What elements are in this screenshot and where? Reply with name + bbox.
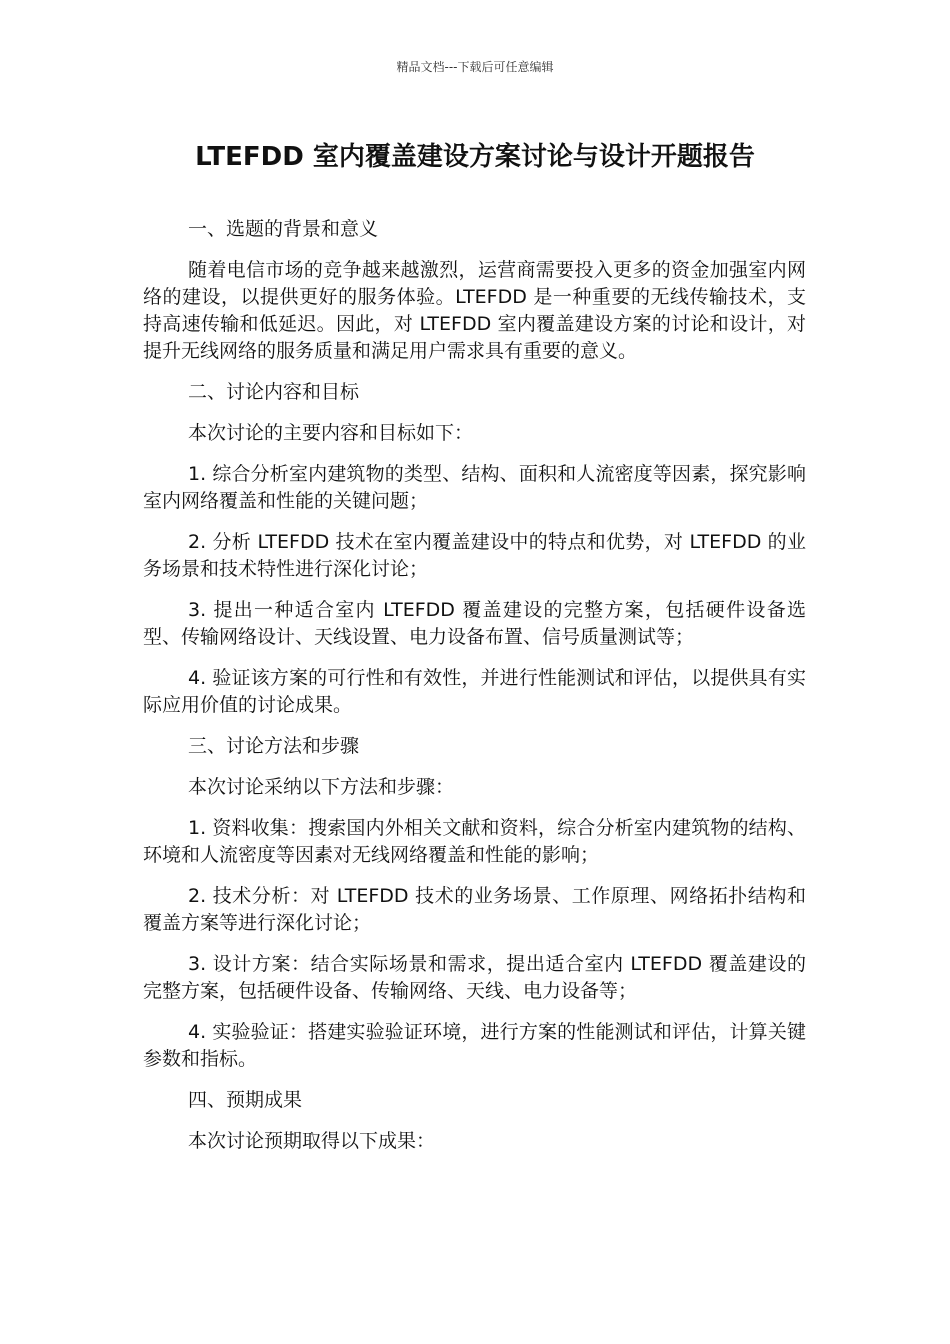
- paragraph-background: 随着电信市场的竞争越来越激烈，运营商需要投入更多的资金加强室内网络的建设，以提供更好的服务体验。LTEFDD 是一种重要的无线传输技术，支持高速传输和低延迟。因此，对 LTEFDD 室内覆盖建设方案的讨论和设计，对提升无线网络的服务质量和满足用户需求具有重要的意义。: [143, 259, 806, 362]
- section-heading-methods: 三、讨论方法和步骤: [188, 735, 360, 757]
- list-item-goal-2: 2. 分析 LTEFDD 技术在室内覆盖建设中的特点和优势，对 LTEFDD 的业务场景和技术特性进行深化讨论；: [143, 531, 806, 580]
- list-item-method-4: 4. 实验验证：搭建实验验证环境，进行方案的性能测试和评估，计算关键参数和指标。: [143, 1021, 806, 1070]
- paragraph-outcomes-intro: 本次讨论预期取得以下成果：: [188, 1130, 436, 1152]
- list-item-method-1: 1. 资料收集：搜索国内外相关文献和资料，综合分析室内建筑物的结构、环境和人流密度等因素对无线网络覆盖和性能的影响；: [143, 817, 806, 866]
- document-title: LTEFDD 室内覆盖建设方案讨论与设计开题报告: [195, 142, 755, 172]
- list-item-goal-4: 4. 验证该方案的可行性和有效性，并进行性能测试和评估，以提供具有实际应用价值的讨论成果。: [143, 667, 806, 716]
- list-item-method-3: 3. 设计方案：结合实际场景和需求，提出适合室内 LTEFDD 覆盖建设的完整方案，包括硬件设备、传输网络、天线、电力设备等；: [143, 953, 806, 1002]
- paragraph-methods-intro: 本次讨论采纳以下方法和步骤：: [188, 776, 455, 798]
- list-item-goal-3: 3. 提出一种适合室内 LTEFDD 覆盖建设的完整方案，包括硬件设备选型、传输网络设计、天线设置、电力设备布置、信号质量测试等；: [143, 599, 806, 648]
- list-item-method-2: 2. 技术分析：对 LTEFDD 技术的业务场景、工作原理、网络拓扑结构和覆盖方案等进行深化讨论；: [143, 885, 806, 934]
- paragraph-content-intro: 本次讨论的主要内容和目标如下：: [188, 422, 474, 444]
- page-header: 精品文档---下载后可任意编辑: [396, 60, 554, 74]
- section-heading-background: 一、选题的背景和意义: [188, 218, 379, 240]
- document-body: [143, 216, 806, 1169]
- section-heading-content-goals: 二、讨论内容和目标: [188, 381, 360, 403]
- section-heading-outcomes: 四、预期成果: [188, 1089, 303, 1111]
- list-item-goal-1: 1. 综合分析室内建筑物的类型、结构、面积和人流密度等因素，探究影响室内网络覆盖和性能的关键问题；: [143, 463, 806, 512]
